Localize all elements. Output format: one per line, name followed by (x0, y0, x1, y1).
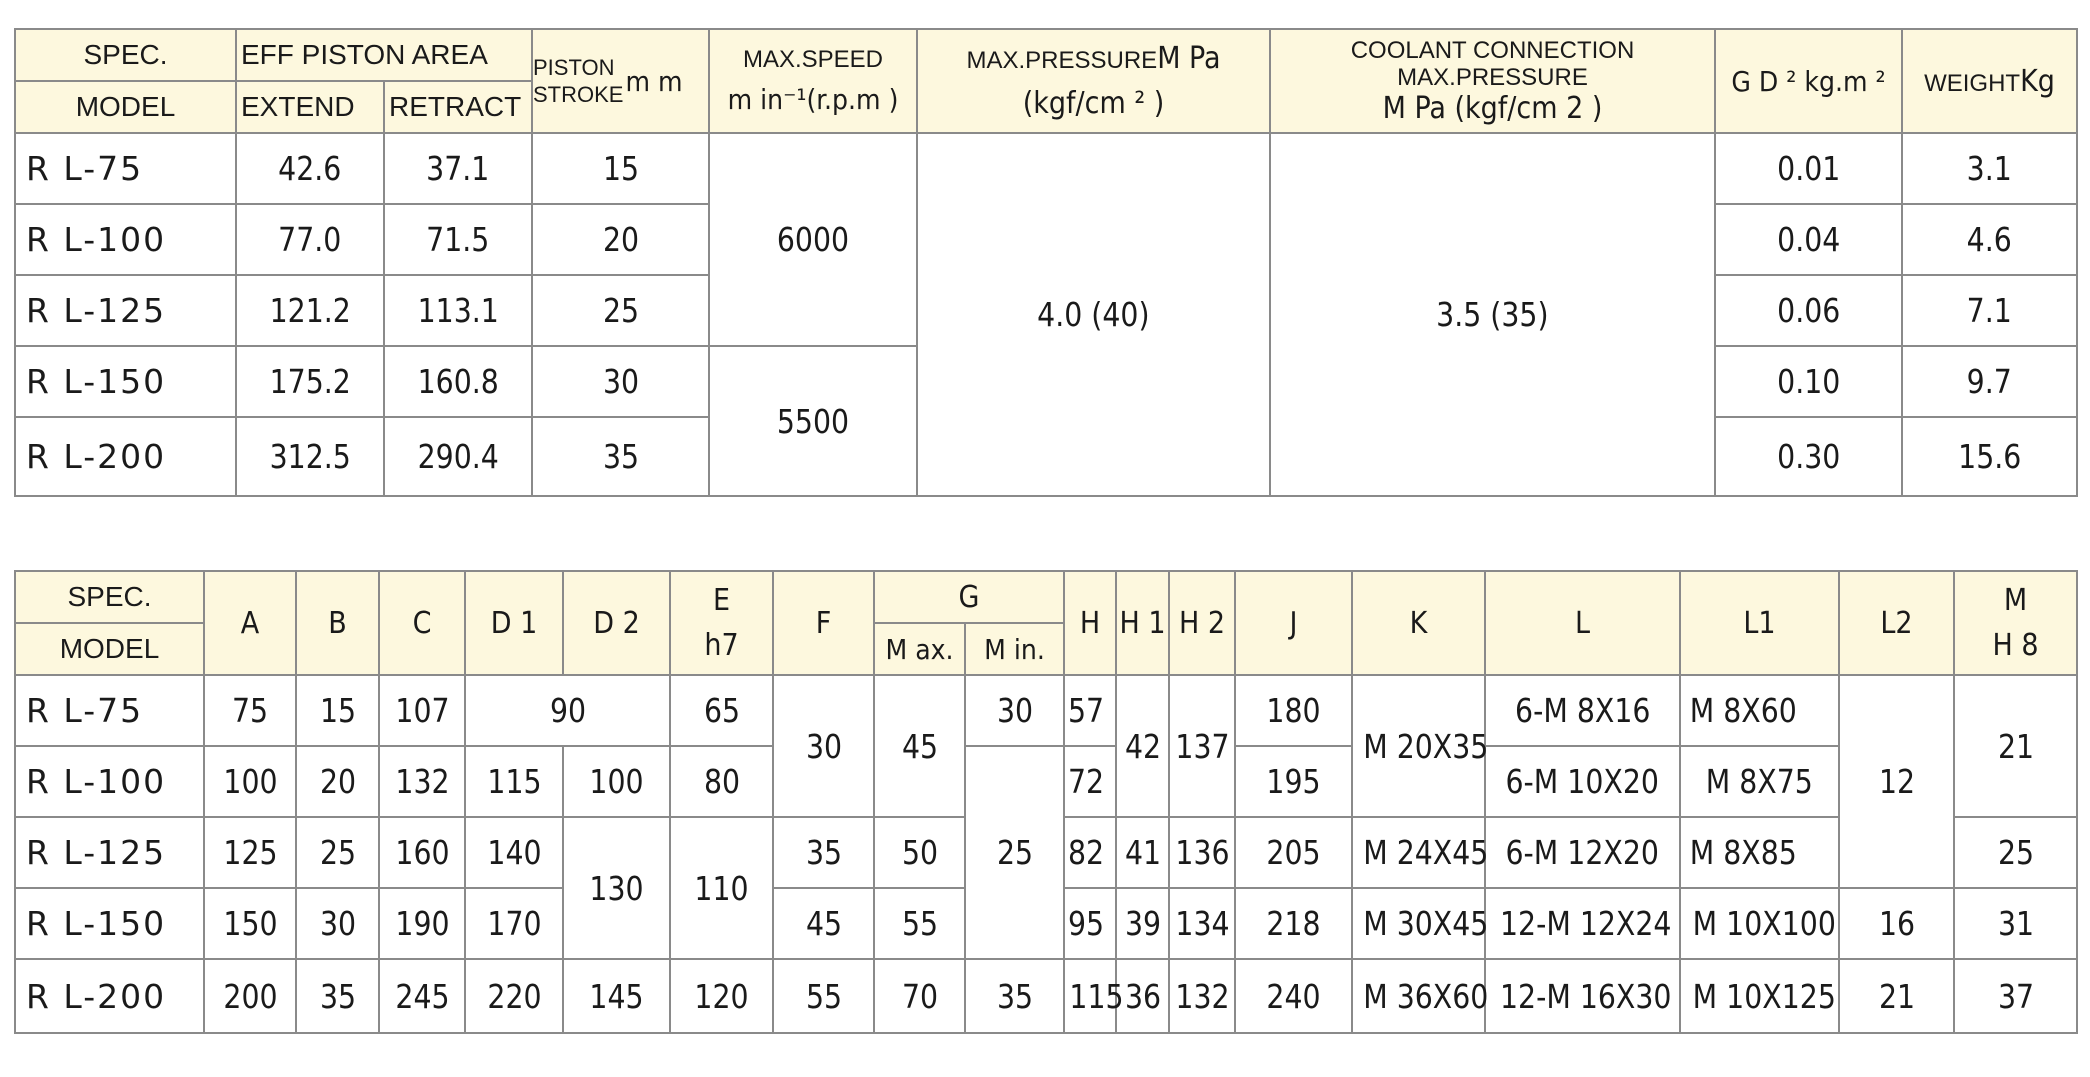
dim-c: 190 (394, 904, 450, 943)
dim-a: 200 (222, 976, 278, 1016)
model-cell: R L-125 (15, 817, 204, 888)
dim-l1: M 8X85 (1689, 833, 1797, 872)
dim-h2: 137 (1174, 726, 1230, 766)
gd2: 0.30 (1776, 437, 1841, 476)
table-row (15, 133, 2077, 204)
dim-j: 205 (1266, 833, 1321, 872)
header-weight: WEIGHTKg (1902, 29, 2077, 133)
dim-k: M 30X45 (1363, 904, 1489, 943)
dim-h1: 42 (1124, 726, 1161, 766)
header-k: K (1352, 571, 1485, 675)
header-spec: SPEC. (15, 29, 236, 81)
dim-c: 245 (394, 976, 450, 1016)
dim-m: 31 (1997, 904, 2034, 943)
dim-g-max: 55 (901, 904, 938, 943)
dim-f: 30 (805, 726, 842, 766)
dim-b: 20 (319, 762, 356, 801)
dim-j: 195 (1266, 762, 1321, 801)
dim-f: 35 (805, 833, 842, 872)
table-row (15, 746, 2077, 817)
dim-g-min: 35 (996, 976, 1033, 1016)
header-l2: L2 (1839, 571, 1954, 675)
header-l1: L1 (1680, 571, 1839, 675)
weight: 3.1 (1966, 149, 2013, 188)
dim-k: M 36X60 (1363, 976, 1489, 1016)
stroke: 25 (602, 291, 639, 330)
dim-h: 115 (1069, 976, 1124, 1016)
dim-e: 120 (694, 976, 749, 1016)
model-cell: R L-200 (15, 959, 204, 1033)
dim-l1: M 10X125 (1692, 976, 1836, 1016)
stroke: 15 (602, 149, 639, 188)
model-cell: R L-125 (15, 275, 236, 346)
dim-l: 6-M 8X16 (1514, 691, 1651, 730)
header-max-speed: MAX.SPEED m in⁻¹(r.p.m ) (709, 29, 917, 133)
dim-b: 25 (319, 833, 356, 872)
header-d2: D 2 (563, 571, 670, 675)
header-l: L (1485, 571, 1680, 675)
stroke: 30 (602, 362, 639, 401)
model-cell: R L-100 (15, 746, 204, 817)
dim-l: 12-M 16X30 (1499, 976, 1672, 1016)
dim-l: 6-M 10X20 (1505, 762, 1660, 801)
dim-a: 150 (222, 904, 278, 943)
dim-j: 240 (1266, 976, 1321, 1016)
model-cell: R L-100 (15, 204, 236, 275)
model-cell: R L-75 (15, 675, 204, 746)
header-j: J (1235, 571, 1352, 675)
dim-c: 132 (394, 762, 450, 801)
dim-b: 15 (319, 691, 356, 730)
weight: 9.7 (1966, 362, 2013, 401)
coolant-pressure: 3.5 (35) (1436, 295, 1549, 334)
dim-g-min: 30 (996, 691, 1033, 730)
header-e: E h7 (670, 571, 773, 675)
header-m: M H 8 (1954, 571, 2077, 675)
dim-l: 12-M 12X24 (1499, 904, 1672, 943)
header-retract: RETRACT (384, 81, 532, 133)
dim-h1: 41 (1124, 833, 1161, 872)
dim-a: 75 (231, 691, 269, 730)
dim-g-max: 45 (901, 726, 938, 766)
dim-a: 100 (222, 762, 278, 801)
dim-l1: M 8X75 (1705, 762, 1814, 801)
dim-j: 180 (1266, 691, 1321, 730)
header-coolant-connection: COOLANT CONNECTION MAX.PRESSURE M Pa (kgf/cm 2 ) (1270, 29, 1715, 133)
dim-h2: 132 (1174, 976, 1230, 1016)
gd2: 0.04 (1776, 220, 1841, 259)
dim-h1: 39 (1124, 904, 1161, 943)
header-a: A (204, 571, 296, 675)
dim-d1: 170 (486, 904, 542, 943)
weight: 7.1 (1966, 291, 2013, 330)
dim-b: 30 (319, 904, 356, 943)
extend-area: 175.2 (269, 362, 351, 401)
table-row (15, 675, 2077, 746)
dim-d1: 115 (486, 762, 542, 801)
dim-h2: 136 (1174, 833, 1230, 872)
dim-e: 65 (703, 691, 740, 730)
retract-area: 290.4 (417, 437, 499, 476)
dim-f: 45 (805, 904, 842, 943)
dim-m: 25 (1997, 833, 2034, 872)
max-speed-6000: 6000 (776, 220, 850, 259)
dim-d2: 145 (589, 976, 644, 1016)
dim-j: 218 (1266, 904, 1321, 943)
dim-d1: 220 (486, 976, 542, 1016)
model-cell: R L-200 (15, 417, 236, 496)
dim-d2: 100 (589, 762, 644, 801)
header-g-max: M ax. (874, 623, 965, 675)
dim-l2: 12 (1878, 762, 1915, 801)
header-h: H (1064, 571, 1116, 675)
header-h2: H 2 (1169, 571, 1235, 675)
extend-area: 312.5 (269, 437, 351, 476)
header-b: B (296, 571, 379, 675)
header-g-min: M in. (965, 623, 1064, 675)
stroke: 20 (602, 220, 639, 259)
retract-area: 37.1 (426, 149, 490, 188)
dim-d2: 130 (589, 868, 644, 908)
dim-h: 82 (1067, 833, 1105, 872)
header-gd2: G D ² kg.m ² (1715, 29, 1902, 133)
dim-a: 125 (222, 833, 278, 872)
table-row (15, 959, 2077, 1033)
header-h1: H 1 (1116, 571, 1169, 675)
dim-b: 35 (319, 976, 356, 1016)
dim-l: 6-M 12X20 (1505, 833, 1660, 872)
dim-g-min: 25 (996, 833, 1033, 872)
dim-l1: M 8X60 (1689, 691, 1797, 730)
weight: 15.6 (1957, 437, 2022, 476)
header-max-pressure: MAX.PRESSUREM Pa (kgf/cm ² ) (917, 29, 1270, 133)
retract-area: 113.1 (417, 291, 499, 330)
spec-table-dimensions (14, 570, 2078, 1034)
dim-g-max: 70 (901, 976, 938, 1016)
dim-e: 80 (703, 762, 740, 801)
gd2: 0.01 (1776, 149, 1841, 188)
dim-k: M 24X45 (1363, 833, 1489, 872)
dim-l2: 16 (1878, 904, 1915, 943)
dim-g-max: 50 (901, 833, 938, 872)
spec-table-performance (14, 28, 2078, 497)
header-eff-piston-area: EFF PISTON AREA (236, 29, 532, 81)
gd2: 0.06 (1776, 291, 1841, 330)
dim-h: 72 (1067, 762, 1105, 801)
dim-h: 57 (1067, 691, 1105, 730)
header-d1: D 1 (465, 571, 563, 675)
dim-k: M 20X35 (1363, 726, 1489, 766)
gd2: 0.10 (1776, 362, 1841, 401)
dim-h2: 134 (1174, 904, 1230, 943)
header-piston-stroke: PISTON STROKE m m (532, 29, 709, 133)
weight: 4.6 (1966, 220, 2013, 259)
dim-l1: M 10X100 (1692, 904, 1836, 943)
dim-h: 95 (1067, 904, 1105, 943)
dim-d1: 140 (486, 833, 542, 872)
retract-area: 160.8 (417, 362, 499, 401)
dim-l2: 21 (1878, 976, 1915, 1016)
extend-area: 42.6 (278, 149, 342, 188)
header-c: C (379, 571, 465, 675)
header-g: G (874, 571, 1064, 623)
dim-m: 37 (1997, 976, 2034, 1016)
model-cell: R L-150 (15, 346, 236, 417)
retract-area: 71.5 (426, 220, 490, 259)
dim-c: 107 (394, 691, 450, 730)
model-cell: R L-150 (15, 888, 204, 959)
model-cell: R L-75 (15, 133, 236, 204)
max-pressure: 4.0 (40) (1037, 295, 1150, 334)
header-spec: SPEC. (15, 571, 204, 623)
dim-d1-d2: 90 (549, 691, 586, 730)
extend-area: 121.2 (269, 291, 351, 330)
header-model: MODEL (15, 81, 236, 133)
header-extend: EXTEND (236, 81, 384, 133)
dim-f: 55 (805, 976, 842, 1016)
max-speed-5500: 5500 (776, 401, 850, 441)
header-model: MODEL (15, 623, 204, 675)
dim-m: 21 (1997, 726, 2034, 766)
dim-h1: 36 (1124, 976, 1161, 1016)
dim-c: 160 (394, 833, 450, 872)
stroke: 35 (602, 437, 639, 476)
header-f: F (773, 571, 874, 675)
dim-e: 110 (694, 868, 749, 908)
extend-area: 77.0 (278, 220, 342, 259)
